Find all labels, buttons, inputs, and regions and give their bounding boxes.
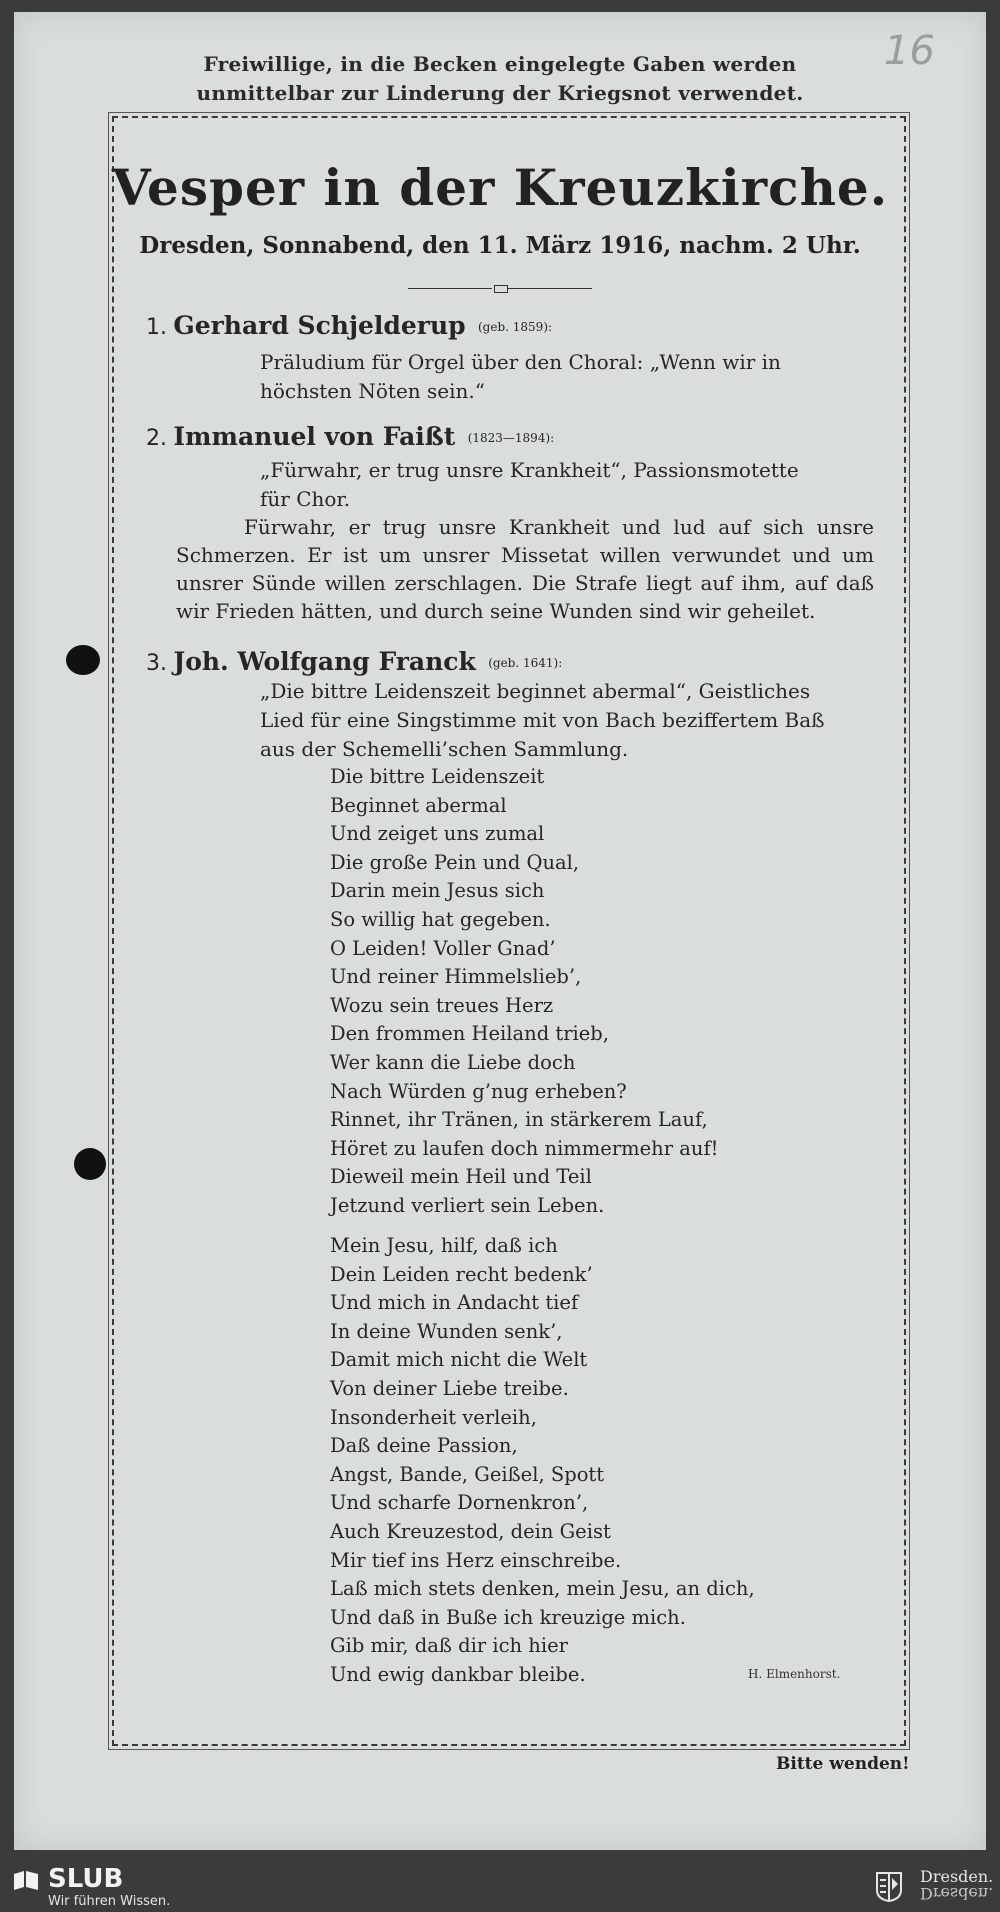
verse-line: Dieweil mein Heil und Teil — [330, 1165, 592, 1189]
verse-line: Angst, Bande, Geißel, Spott — [330, 1462, 605, 1486]
verse-line: Wozu sein treues Herz — [330, 993, 554, 1017]
verse-line: Die bittre Leidenszeit — [330, 765, 545, 788]
page-title: Vesper in der Kreuzkirche. — [111, 158, 889, 217]
verse-line: Wer kann die Liebe doch — [330, 1050, 576, 1074]
hymn-verse-1 — [330, 763, 719, 1221]
verse-line: Jetzund verliert sein Leben. — [330, 1193, 605, 1217]
program-item-2 — [146, 423, 554, 453]
library-name[interactable]: SLUB — [48, 1864, 124, 1894]
city-logo-text[interactable]: Dresden. Dresden. — [920, 1867, 994, 1903]
event-date: Dresden, Sonnabend, den 11. März 1916, nachm. 2 Uhr. — [139, 232, 861, 259]
archive-number: 16 — [884, 28, 935, 74]
work-description: „Die bittre Leidenszeit beginnet abermal“, Geistliches Lied für eine Singstimme mit von Bach beziffertem Baß aus der Schemelli’schen Sammlung. — [260, 679, 825, 761]
hymn-verse-2 — [330, 1232, 755, 1690]
punch-hole — [66, 645, 100, 675]
work-description: „Fürwahr, er trug unsre Krankheit“, Passionsmotette für Chor. — [260, 458, 799, 511]
verse-line: Und zeiget uns zumal — [330, 822, 545, 846]
verse-line: Die große Pein und Qual, — [330, 850, 580, 874]
slub-logo-icon — [12, 1870, 40, 1894]
composer-dates: (geb. 1641): — [488, 656, 563, 670]
verse-line: Damit mich nicht die Welt — [330, 1348, 588, 1372]
verse-line: Von deiner Liebe treibe. — [330, 1376, 569, 1400]
viewer-footer — [0, 1862, 1000, 1912]
verse-line: Dein Leiden recht bedenk’ — [330, 1262, 593, 1286]
verse-line: In deine Wunden senk’, — [330, 1319, 563, 1343]
program-item-1 — [146, 312, 552, 342]
verse-line: Insonderheit verleih, — [330, 1405, 537, 1429]
work-description: Präludium für Orgel über den Choral: „Wenn wir in höchsten Nöten sein.“ — [260, 350, 781, 403]
dresden-crest-icon — [876, 1872, 902, 1902]
program-item-3 — [146, 648, 562, 678]
verse-line: Darin mein Jesus sich — [330, 879, 545, 903]
verse-line: So willig hat gegeben. — [330, 907, 551, 931]
item-number: 3. — [146, 651, 167, 676]
verse-line: Daß deine Passion, — [330, 1434, 518, 1458]
verse-line: Auch Kreuzestod, dein Geist — [330, 1519, 611, 1543]
composer-dates: (1823—1894): — [467, 431, 555, 445]
verse-line: Und reiner Himmelslieb’, — [330, 965, 582, 989]
verse-line: Gib mir, daß dir ich hier — [330, 1634, 568, 1658]
composer-name: Gerhard Schjelderup — [173, 311, 466, 340]
donation-note-line-1: Freiwillige, in die Becken eingelegte Gaben werden — [203, 52, 797, 76]
ornament-divider — [408, 285, 594, 293]
donation-note-line-2: unmittelbar zur Linderung der Kriegsnot verwendet. — [196, 81, 804, 105]
verse-line: Laß mich stets denken, mein Jesu, an dich, — [330, 1577, 755, 1601]
verse-line: Und ewig dankbar bleibe. — [330, 1662, 586, 1686]
motet-text: Fürwahr, er trug unsre Krankheit und lud auf sich unsre Schmerzen. Er ist um unsrer Missetat willen verwundet und um unsrer Sünde willen zerschlagen. Die Strafe liegt auf ihm, auf daß wir Frieden hätten, und durch seine Wunden sind wir geheilet. — [176, 515, 874, 623]
verse-line: O Leiden! Voller Gnad’ — [330, 936, 556, 960]
verse-line: Beginnet abermal — [330, 793, 507, 817]
composer-name: Joh. Wolfgang Franck — [173, 647, 476, 676]
verse-line: Den frommen Heiland trieb, — [330, 1022, 609, 1046]
verse-line: Mein Jesu, hilf, daß ich — [330, 1234, 558, 1257]
verse-line: Und mich in Andacht tief — [330, 1291, 579, 1315]
item-number: 2. — [146, 426, 167, 451]
punch-hole — [74, 1148, 106, 1180]
composer-dates: (geb. 1859): — [478, 320, 553, 334]
library-tagline: Wir führen Wissen. — [48, 1894, 171, 1909]
turn-page-note: Bitte wenden! — [776, 1754, 910, 1774]
item-number: 1. — [146, 315, 167, 340]
composer-name: Immanuel von Faißt — [173, 422, 456, 451]
verse-line: Und scharfe Dornenkron’, — [330, 1491, 589, 1515]
verse-line: Nach Würden g’nug erheben? — [330, 1079, 627, 1103]
verse-line: Rinnet, ihr Tränen, in stärkerem Lauf, — [330, 1108, 708, 1132]
verse-line: Höret zu laufen doch nimmermehr auf! — [330, 1136, 719, 1160]
verse-line: Mir tief ins Herz einschreibe. — [330, 1548, 622, 1572]
lyricist-name: H. Elmenhorst. — [748, 1667, 841, 1681]
verse-line: Und daß in Buße ich kreuzige mich. — [330, 1605, 686, 1629]
